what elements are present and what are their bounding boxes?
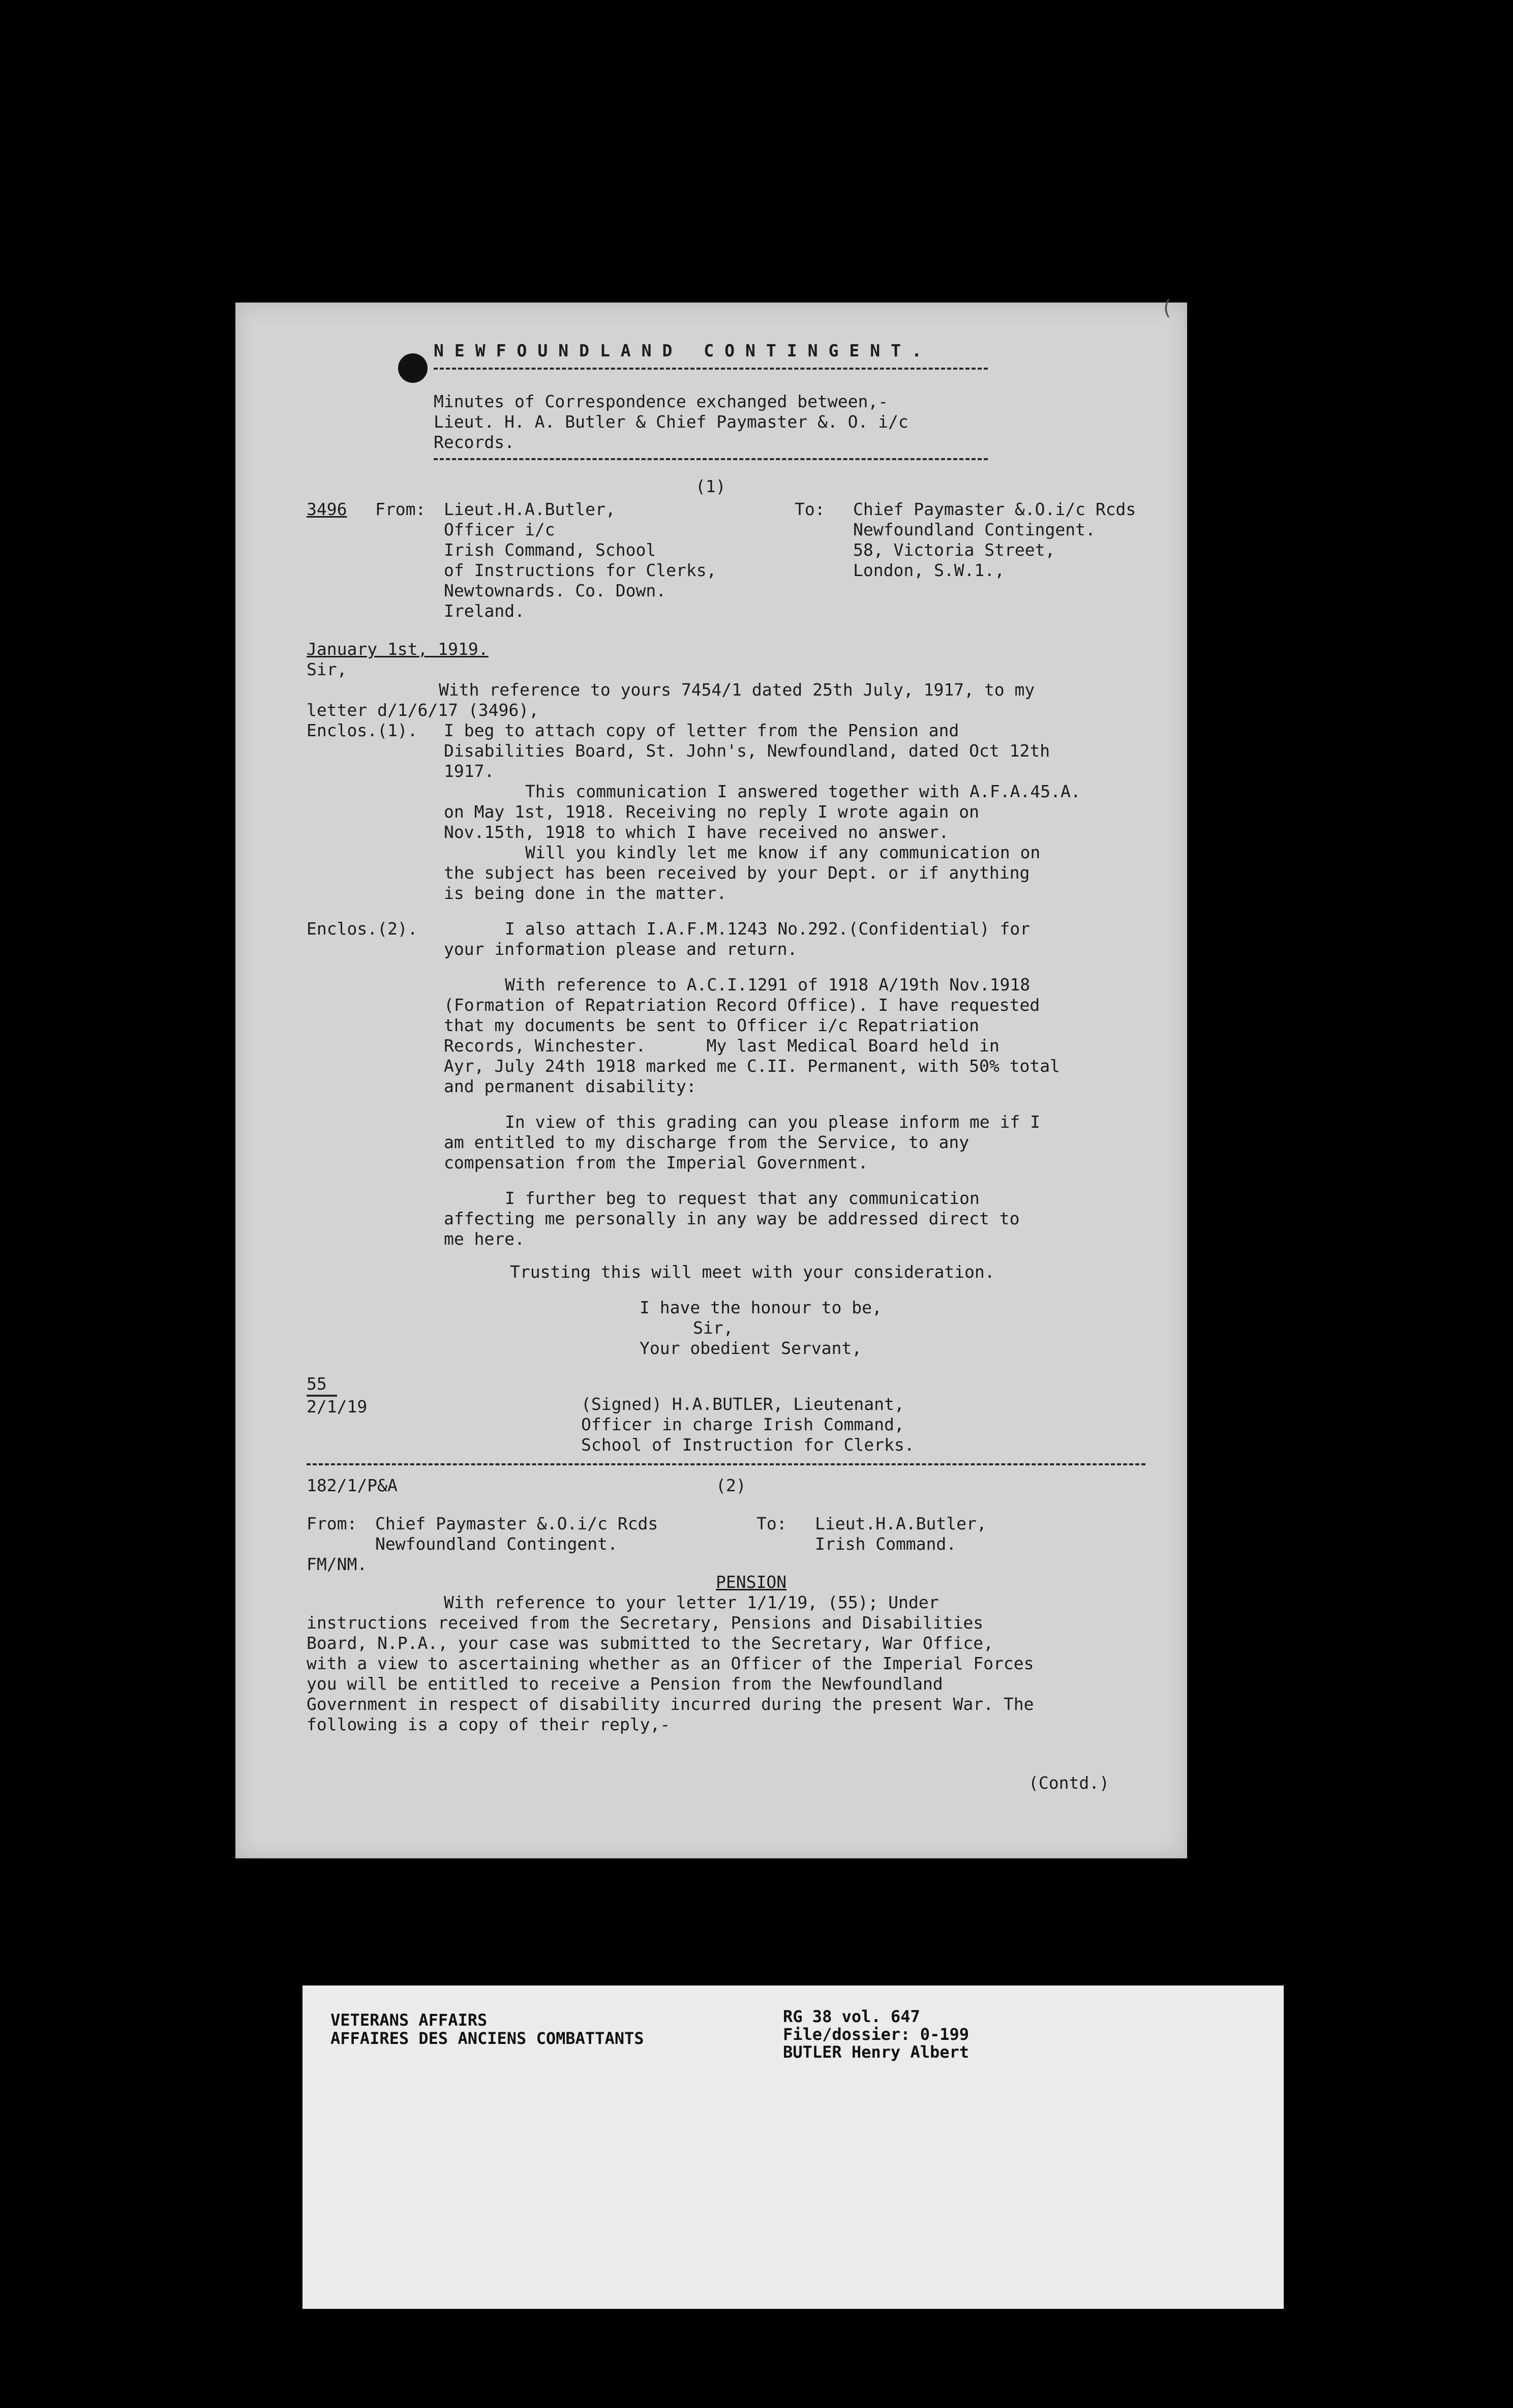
closing-line: Sir,: [693, 1318, 734, 1338]
from-line: Officer i/c: [444, 520, 555, 539]
closing-line: I have the honour to be,: [640, 1298, 882, 1317]
body-line: your information please and return.: [444, 939, 798, 959]
body-line: Nov.15th, 1918 to which I have received no answer.: [444, 822, 949, 842]
body-line: following is a copy of their reply,-: [307, 1714, 671, 1734]
to-label: To:: [795, 499, 825, 519]
body-line: Board, N.P.A., your case was submitted to the Secretary, War Office,: [307, 1633, 994, 1653]
label-record-line: RG 38 vol. 647: [783, 2007, 920, 2026]
body-line: This communication I answered together with A.F.A.45.A.: [525, 781, 1081, 801]
body-line: Disabilities Board, St. John's, Newfoundland, dated Oct 12th: [444, 741, 1050, 761]
label-agency-line: VETERANS AFFAIRS: [330, 2010, 488, 2030]
divider: [307, 1463, 1145, 1465]
body-line: affecting me personally in any way be addressed direct to: [444, 1209, 1020, 1228]
section-number: (1): [695, 476, 726, 496]
signature-line: School of Instruction for Clerks.: [581, 1435, 915, 1455]
continued-mark: (Contd.): [1028, 1773, 1109, 1793]
label-agency-line: AFFAIRES DES ANCIENS COMBATTANTS: [330, 2029, 644, 2048]
from-line: Newtownards. Co. Down.: [444, 581, 667, 600]
body-line: Government in respect of disability incurred during the present War. The: [307, 1694, 1034, 1714]
body-line: the subject has been received by your Dept. or if anything: [444, 863, 1030, 883]
note-date: 2/1/19: [307, 1397, 368, 1417]
salutation: Sir,: [307, 659, 347, 679]
body-line: I also attach I.A.F.M.1243 No.292.(Confidential) for: [505, 919, 1031, 939]
from-line: Lieut.H.A.Butler,: [444, 499, 616, 519]
to-line: Lieut.H.A.Butler,: [815, 1514, 987, 1533]
letter-date: January 1st, 1919.: [307, 639, 489, 659]
body-line: I further beg to request that any communication: [505, 1188, 980, 1208]
body-line: letter d/1/6/17 (3496),: [307, 700, 539, 720]
from-line: Ireland.: [444, 601, 525, 621]
body-line: In view of this grading can you please inform me if I: [505, 1112, 1040, 1132]
body-line: compensation from the Imperial Government.: [444, 1153, 868, 1172]
corner-tear-mark: (: [1161, 296, 1173, 320]
body-line: 1917.: [444, 761, 495, 781]
reference-number: 182/1/P&A: [307, 1476, 398, 1495]
minutes-line: Lieut. H. A. Butler & Chief Paymaster &. O. i/c: [434, 412, 909, 432]
enclosure-label: Enclos.(1).: [307, 720, 418, 740]
body-line: with a view to ascertaining whether as an Officer of the Imperial Forces: [307, 1653, 1034, 1673]
to-line: Irish Command.: [815, 1534, 957, 1554]
to-label: To:: [756, 1514, 787, 1533]
body-line: instructions received from the Secretary, Pensions and Disabilities: [307, 1613, 984, 1633]
label-record-line: File/dossier: 0-199: [783, 2025, 970, 2044]
section-heading: PENSION: [716, 1572, 787, 1592]
from-label: From:: [307, 1514, 357, 1533]
to-line: Chief Paymaster &.O.i/c Rcds: [853, 499, 1136, 519]
divider: [434, 368, 988, 370]
reference-number: 3496: [307, 499, 347, 519]
body-line: am entitled to my discharge from the Service, to any: [444, 1132, 970, 1152]
to-line: London, S.W.1.,: [853, 560, 1005, 580]
body-line: (Formation of Repatriation Record Office). I have requested: [444, 995, 1040, 1015]
punch-hole: [398, 353, 428, 383]
enclosure-label: Enclos.(2).: [307, 919, 418, 939]
section-number: (2): [716, 1476, 746, 1495]
body-line: With reference to A.C.I.1291 of 1918 A/19th Nov.1918: [505, 975, 1031, 995]
signature-line: Officer in charge Irish Command,: [581, 1414, 904, 1434]
to-line: Newfoundland Contingent.: [853, 520, 1096, 539]
body-line: Will you kindly let me know if any communication on: [525, 842, 1041, 862]
body-line: and permanent disability:: [444, 1076, 697, 1096]
body-line: Records, Winchester. My last Medical Board held in: [444, 1036, 1000, 1056]
divider: [434, 458, 988, 460]
body-line: With reference to your letter 1/1/19, (55); Under: [444, 1592, 939, 1612]
to-line: 58, Victoria Street,: [853, 540, 1055, 560]
signature-line: (Signed) H.A.BUTLER, Lieutenant,: [581, 1394, 904, 1414]
from-line: Irish Command, School: [444, 540, 656, 560]
archive-label-card: [302, 1985, 1284, 2309]
closing-line: Your obedient Servant,: [640, 1338, 862, 1358]
document-sheet: [235, 296, 1187, 1858]
body-line: With reference to yours 7454/1 dated 25th July, 1917, to my: [439, 680, 1035, 700]
label-record-line: BUTLER Henry Albert: [783, 2042, 970, 2062]
minutes-line: Records.: [434, 432, 515, 452]
initials: FM/NM.: [307, 1554, 368, 1574]
body-line: I beg to attach copy of letter from the Pension and: [444, 720, 959, 740]
from-line: Newfoundland Contingent.: [375, 1534, 618, 1554]
body-line: me here.: [444, 1229, 525, 1249]
body-line: that my documents be sent to Officer i/c Repatriation: [444, 1015, 979, 1035]
body-line: is being done in the matter.: [444, 883, 727, 903]
body-line: on May 1st, 1918. Receiving no reply I wrote again on: [444, 802, 979, 822]
body-line: Ayr, July 24th 1918 marked me C.II. Permanent, with 50% total: [444, 1056, 1060, 1076]
from-line: of Instructions for Clerks,: [444, 560, 717, 580]
from-label: From:: [375, 499, 426, 519]
minutes-line: Minutes of Correspondence exchanged between,-: [434, 392, 889, 411]
note-number: 55: [307, 1374, 327, 1394]
body-line: Trusting this will meet with your consideration.: [510, 1262, 995, 1282]
document-title: NEWFOUNDLAND CONTINGENT.: [434, 341, 932, 360]
body-line: you will be entitled to receive a Pension from the Newfoundland: [307, 1674, 943, 1694]
from-line: Chief Paymaster &.O.i/c Rcds: [375, 1514, 658, 1533]
